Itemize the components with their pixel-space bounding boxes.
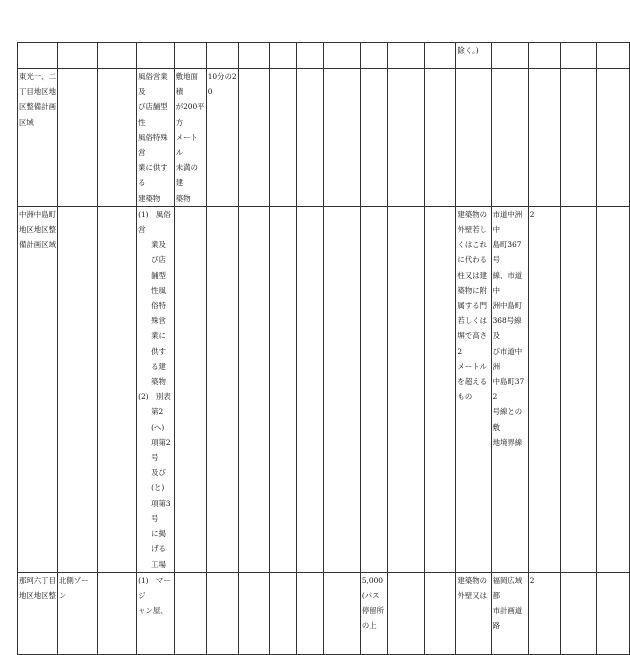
cell-text-line: に掲げる <box>151 529 166 554</box>
table-cell <box>297 43 324 69</box>
table-cell <box>58 206 98 572</box>
table-cell <box>18 206 58 572</box>
table-cell <box>174 572 206 654</box>
cell-text-line: くはこれ <box>457 240 487 250</box>
table-cell <box>360 572 387 654</box>
table-cell <box>456 572 491 654</box>
table-cell <box>528 69 560 207</box>
table-cell <box>206 572 238 654</box>
cell-text-line: 地境界線 <box>492 437 523 447</box>
cell-text-line: 建築物の <box>457 575 487 585</box>
cell-text-line: 停留所の上 <box>361 606 385 631</box>
cell-text-line: 項第2号 <box>151 437 171 463</box>
cell-text-line: もの <box>457 392 473 402</box>
table-cell <box>238 572 270 654</box>
cell-text-line: メートル <box>457 361 487 371</box>
cell-text-line: 築物 <box>175 193 191 203</box>
cell-text-line: に代わる <box>457 255 487 265</box>
table-cell <box>238 69 270 207</box>
table-cell <box>206 206 238 572</box>
cell-text-line: 区域 <box>19 117 34 127</box>
cell-text-line: 外壁又は <box>457 590 487 600</box>
table-cell <box>456 206 491 572</box>
table-cell <box>97 206 136 572</box>
table-cell <box>528 43 560 69</box>
table-cell <box>270 572 297 654</box>
cell-text-line: 属する門 <box>457 301 487 311</box>
table-cell <box>597 43 630 69</box>
table-row <box>18 206 630 572</box>
cell-text-line: (1) 風俗営 <box>138 209 171 235</box>
cell-text-line: 業及び店 <box>151 240 166 265</box>
table-cell <box>424 206 456 572</box>
cell-text-line: 368号線及 <box>492 316 522 341</box>
table-cell <box>174 43 206 69</box>
cell-text-line: を超える <box>457 377 487 387</box>
cell-text-line: 建築物 <box>138 193 161 203</box>
cell-text-line: 2 <box>529 209 535 219</box>
cell-text-line: 工場 <box>151 559 166 569</box>
table-cell <box>238 206 270 572</box>
table-row <box>18 43 630 69</box>
table-cell <box>491 572 528 654</box>
table-cell <box>388 572 425 654</box>
cell-text-line: 備計画区域 <box>19 240 56 250</box>
cell-text-line: 除く。) <box>457 46 479 55</box>
table-cell <box>388 43 425 69</box>
table-cell <box>360 69 387 207</box>
table-cell <box>270 206 297 572</box>
cell-text-line: 風俗特殊営 <box>138 132 168 158</box>
cell-text-line: 福岡広域都 <box>492 575 523 600</box>
cell-text-line: 北側ゾーン <box>59 575 89 600</box>
table-cell <box>597 69 630 207</box>
regulation-table <box>17 42 630 655</box>
cell-text-line: 若しくは <box>457 316 487 326</box>
table-cell <box>58 572 98 654</box>
cell-text-line: 柱又は建 <box>457 270 487 280</box>
cell-text-line: ャン屋、 <box>138 606 168 616</box>
cell-text-line: が200平方 <box>175 102 205 127</box>
table-cell <box>388 206 425 572</box>
table-cell <box>597 572 630 654</box>
table-cell <box>97 572 136 654</box>
cell-text-line: 線、市道中 <box>492 270 523 295</box>
table-cell <box>137 43 175 69</box>
table-cell <box>58 69 98 207</box>
cell-text-line: 号線との敷 <box>492 407 523 432</box>
cell-text-line: 中洲中島町 <box>19 209 56 219</box>
table-cell <box>97 69 136 207</box>
table-cell <box>424 572 456 654</box>
cell-text-line: 業に供する <box>138 163 168 188</box>
table-cell <box>560 69 597 207</box>
cell-text-line: る建築物 <box>151 361 166 387</box>
cell-text-line: 未満の建 <box>175 163 198 188</box>
table-cell <box>297 206 324 572</box>
cell-text-line: 区整備計画 <box>19 102 56 112</box>
table-cell <box>560 572 597 654</box>
table-cell <box>424 69 456 207</box>
cell-text-line: 外壁若し <box>457 225 487 235</box>
cell-text-line: 俗特殊営 <box>151 301 166 326</box>
table-cell <box>174 69 206 207</box>
cell-text-line: 丁目地区地 <box>19 87 56 97</box>
cell-text-line: 10分の20 <box>207 72 237 97</box>
cell-text-line: 中島町372 <box>492 377 525 402</box>
cell-text-line: (2) 別表 <box>138 392 171 402</box>
cell-text-line: 市道中洲中 <box>492 209 523 235</box>
cell-text-line: 及び(と) <box>151 468 166 493</box>
table-cell <box>97 43 136 69</box>
table-cell <box>324 43 361 69</box>
table-cell <box>137 69 175 207</box>
cell-text-line: 敷地面積 <box>175 72 198 97</box>
table-cell <box>456 43 491 69</box>
cell-text-line: (1) マージ <box>138 575 171 600</box>
table-cell <box>206 69 238 207</box>
cell-text-line: 洲中島町 <box>492 301 523 311</box>
cell-text-line: び市道中洲 <box>492 346 523 371</box>
table-cell <box>528 206 560 572</box>
table-cell <box>491 43 528 69</box>
table-cell <box>560 43 597 69</box>
table-cell <box>424 43 456 69</box>
table-cell <box>560 206 597 572</box>
table-cell <box>238 43 270 69</box>
table-cell <box>58 43 98 69</box>
cell-text-line: 地区地区整 <box>19 590 56 600</box>
table-cell <box>297 69 324 207</box>
table-row <box>18 572 630 654</box>
cell-text-line: 島町367号 <box>492 240 522 265</box>
table-cell <box>528 572 560 654</box>
cell-text-line: 建築物の <box>457 209 487 219</box>
cell-text-line: 業に供す <box>151 331 166 356</box>
cell-text-line: 風俗営業及 <box>138 72 168 97</box>
cell-text-line: 那珂六丁目 <box>19 575 56 585</box>
cell-text-line: 東光一、二 <box>19 72 56 81</box>
table-cell <box>137 206 175 572</box>
cell-text-line: 項第3号 <box>151 498 171 523</box>
table-cell <box>491 69 528 207</box>
table-cell <box>270 69 297 207</box>
table-cell <box>491 206 528 572</box>
cell-text-line: 地区地区整 <box>19 225 56 235</box>
table-cell <box>137 572 175 654</box>
table-cell <box>324 69 361 207</box>
cell-text-line: び店舗型性 <box>138 102 168 127</box>
table-cell <box>597 206 630 572</box>
table-cell <box>360 43 387 69</box>
cell-text-line: 5,000(パス <box>361 575 384 600</box>
table-cell <box>18 43 58 69</box>
table-cell <box>360 206 387 572</box>
table-cell <box>270 43 297 69</box>
table-cell <box>18 69 58 207</box>
cell-text-line: 第2(へ) <box>151 407 165 432</box>
cell-text-line: 2 <box>529 575 535 585</box>
table-cell <box>324 206 361 572</box>
table-cell <box>206 43 238 69</box>
table-cell <box>297 572 324 654</box>
cell-text-line: メートル <box>175 132 198 158</box>
table-row <box>18 69 630 207</box>
table-cell <box>174 206 206 572</box>
table-cell <box>324 572 361 654</box>
cell-text-line: 塀で高さ2 <box>457 331 487 356</box>
table-cell <box>18 572 58 654</box>
table-cell <box>388 69 425 207</box>
table-cell <box>456 69 491 207</box>
cell-text-line: 築物に附 <box>457 285 487 295</box>
cell-text-line: 市計画道路 <box>492 606 523 631</box>
cell-text-line: 舗型性風 <box>151 270 166 295</box>
